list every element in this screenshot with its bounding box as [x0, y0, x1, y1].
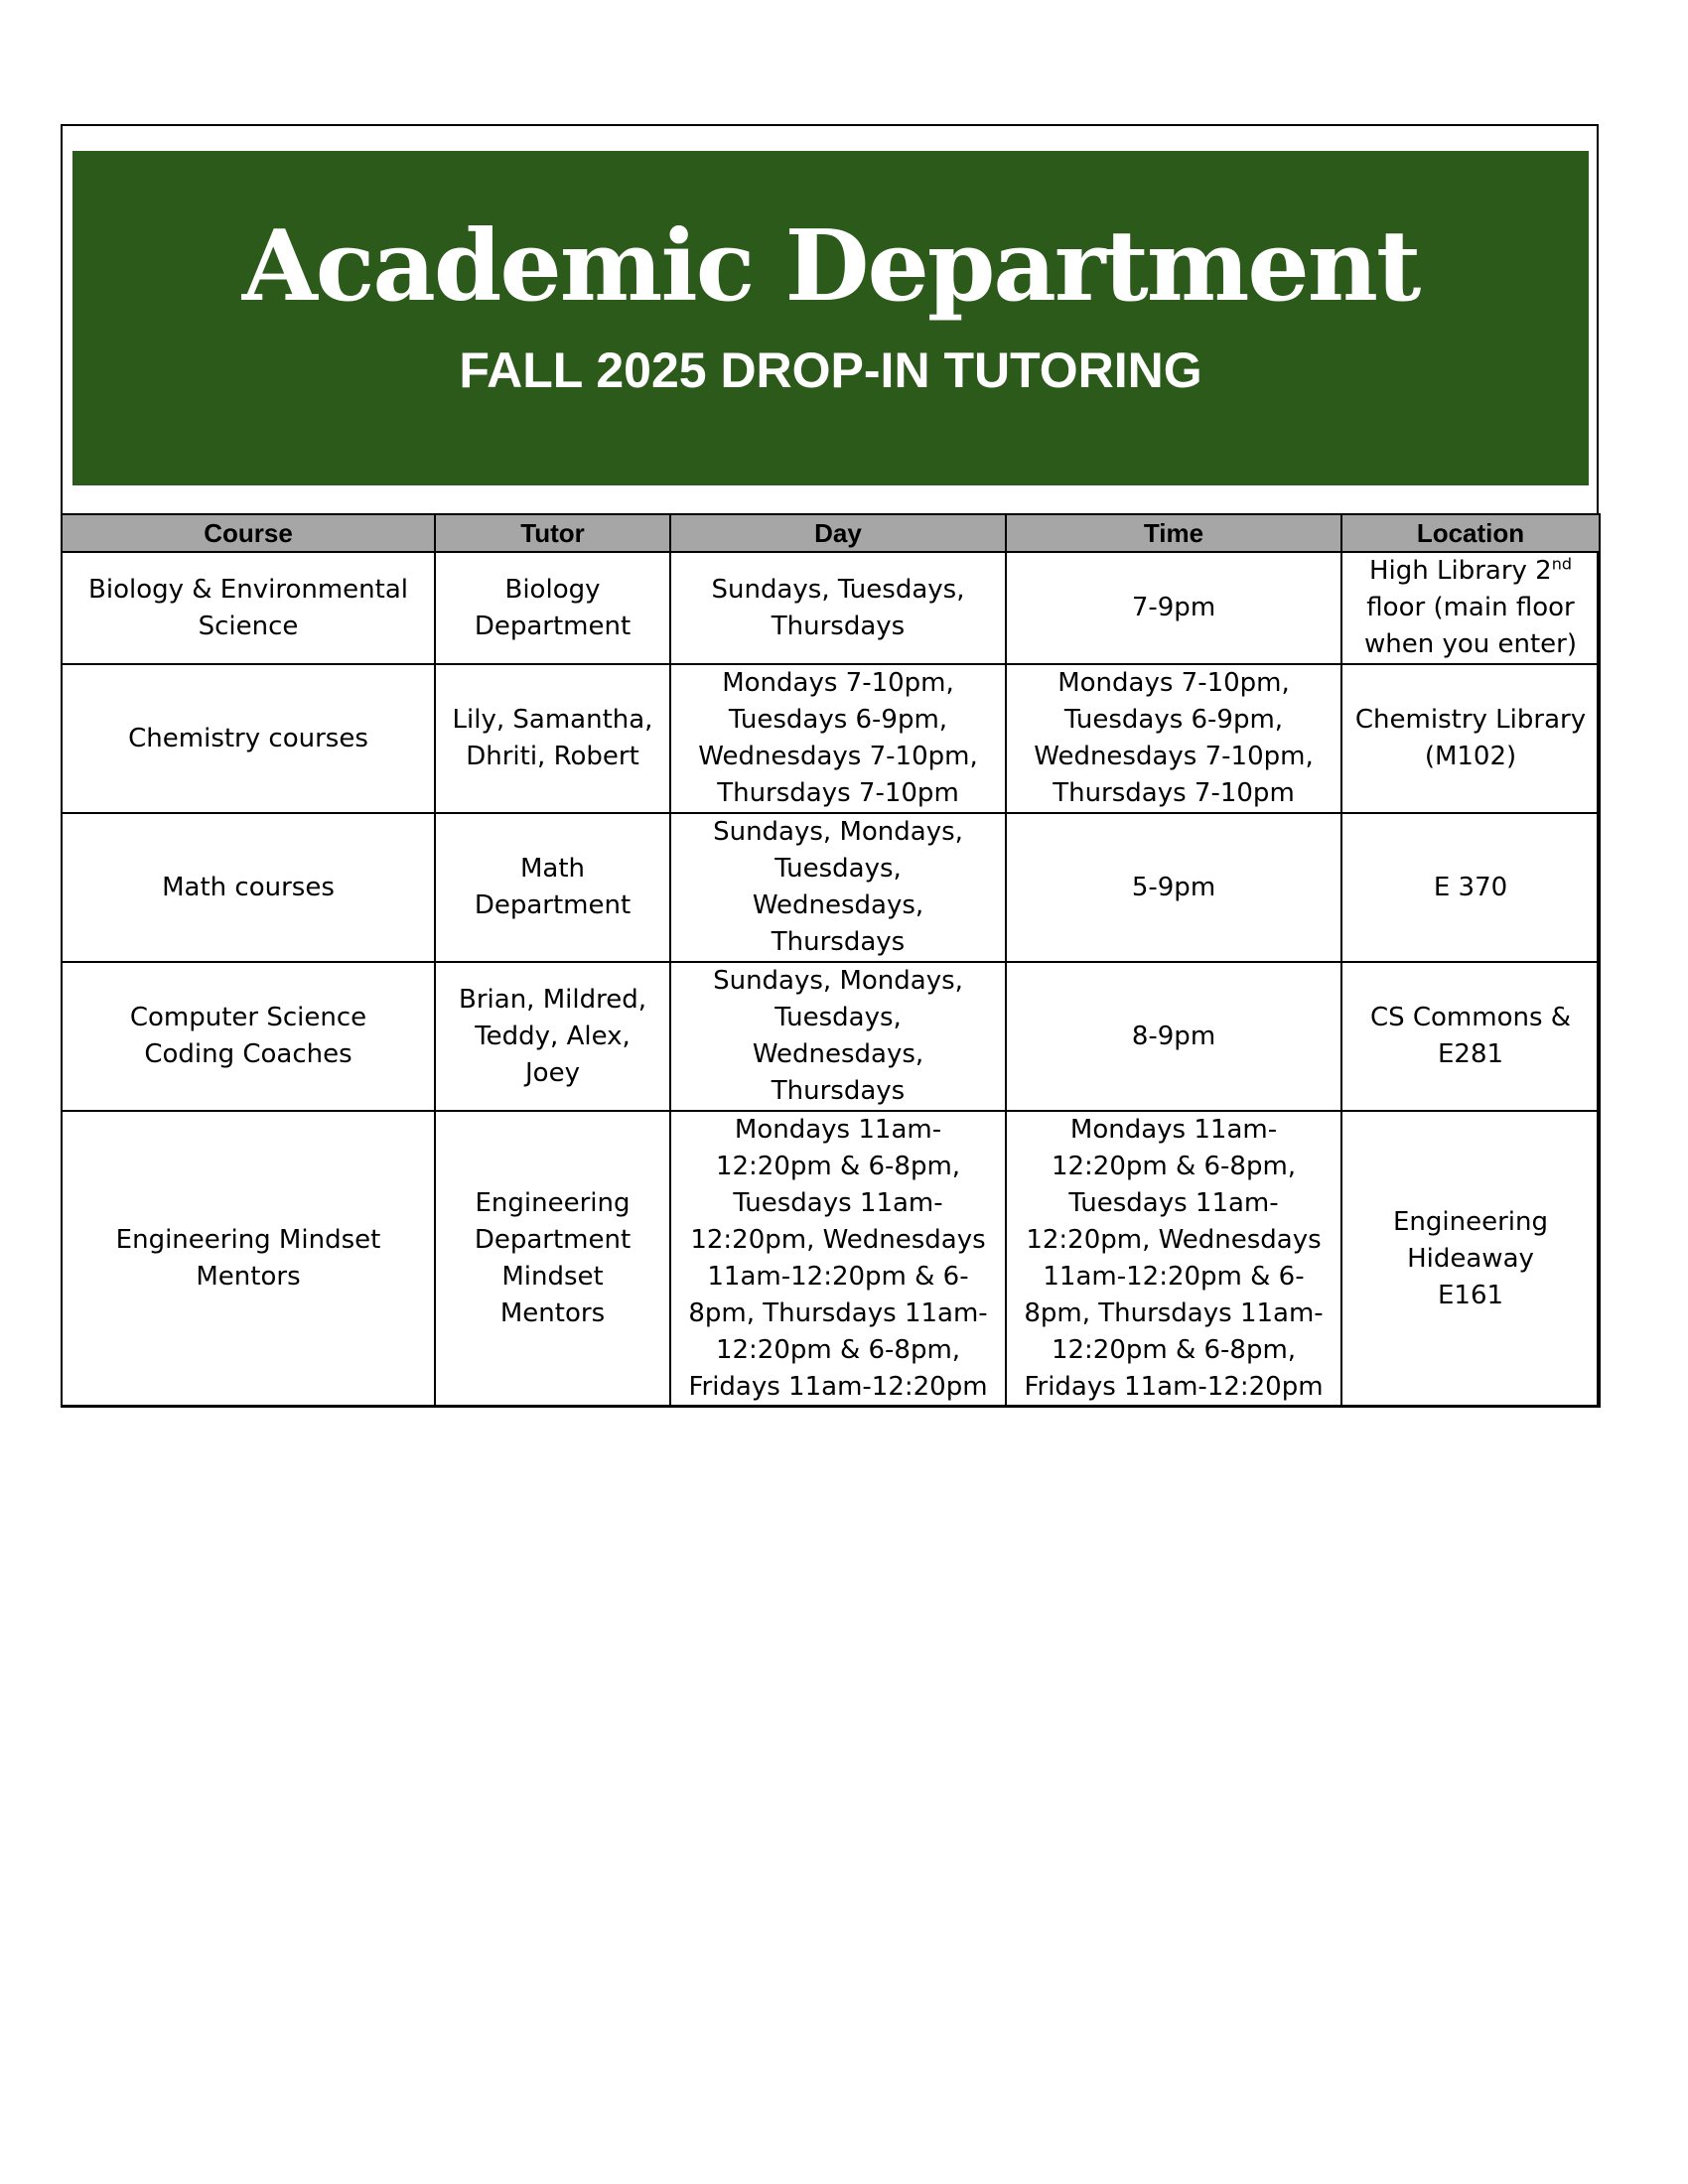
cell-tutor: Engineering Department Mindset Mentors — [435, 1111, 670, 1407]
column-header-time: Time — [1006, 514, 1341, 552]
cell-tutor: Brian, Mildred, Teddy, Alex, Joey — [435, 962, 670, 1111]
cell-course: Engineering Mindset Mentors — [62, 1111, 435, 1407]
cell-location: Engineering Hideaway E161 — [1341, 1111, 1600, 1407]
cell-course: Chemistry courses — [62, 664, 435, 813]
table-row — [62, 552, 1600, 664]
cell-time: 5-9pm — [1006, 813, 1341, 962]
cell-course: Math courses — [62, 813, 435, 962]
table-row — [62, 962, 1600, 1111]
table-header-row — [62, 514, 1600, 552]
table-row — [62, 813, 1600, 962]
header-banner — [72, 151, 1589, 485]
column-header-location: Location — [1341, 514, 1600, 552]
column-header-course: Course — [62, 514, 435, 552]
cell-tutor: Lily, Samantha, Dhriti, Robert — [435, 664, 670, 813]
cell-location: CS Commons & E281 — [1341, 962, 1600, 1111]
cell-course: Computer Science Coding Coaches — [62, 962, 435, 1111]
cell-day: Mondays 7-10pm, Tuesdays 6-9pm, Wednesdays 7-10pm, Thursdays 7-10pm — [670, 664, 1006, 813]
cell-location: Chemistry Library (M102) — [1341, 664, 1600, 813]
table-row — [62, 664, 1600, 813]
page-title: Academic Department — [241, 209, 1420, 324]
column-header-day: Day — [670, 514, 1006, 552]
cell-time: Mondays 11am- 12:20pm & 6-8pm, Tuesdays 11am- 12:20pm, Wednesdays 11am-12:20pm & 6- 8pm, Thursdays 11am- 12:20pm & 6-8pm, Fridays 11am-12:20pm — [1006, 1111, 1341, 1407]
tutoring-schedule-table — [61, 513, 1601, 1408]
column-header-tutor: Tutor — [435, 514, 670, 552]
cell-tutor: Math Department — [435, 813, 670, 962]
cell-time: 8-9pm — [1006, 962, 1341, 1111]
table-row — [62, 1111, 1600, 1407]
cell-tutor: Biology Department — [435, 552, 670, 664]
cell-time: 7-9pm — [1006, 552, 1341, 664]
cell-location: E 370 — [1341, 813, 1600, 962]
cell-day: Sundays, Mondays, Tuesdays, Wednesdays, Thursdays — [670, 813, 1006, 962]
cell-course: Biology & Environmental Science — [62, 552, 435, 664]
page-subtitle: FALL 2025 DROP-IN TUTORING — [459, 342, 1202, 398]
cell-location: High Library 2nd floor (main floor when you enter) — [1341, 552, 1600, 664]
cell-day: Sundays, Mondays, Tuesdays, Wednesdays, Thursdays — [670, 962, 1006, 1111]
cell-day: Sundays, Tuesdays, Thursdays — [670, 552, 1006, 664]
cell-time: Mondays 7-10pm, Tuesdays 6-9pm, Wednesdays 7-10pm, Thursdays 7-10pm — [1006, 664, 1341, 813]
cell-day: Mondays 11am- 12:20pm & 6-8pm, Tuesdays 11am- 12:20pm, Wednesdays 11am-12:20pm & 6- 8pm, Thursdays 11am- 12:20pm & 6-8pm, Fridays 11am-12:20pm — [670, 1111, 1006, 1407]
